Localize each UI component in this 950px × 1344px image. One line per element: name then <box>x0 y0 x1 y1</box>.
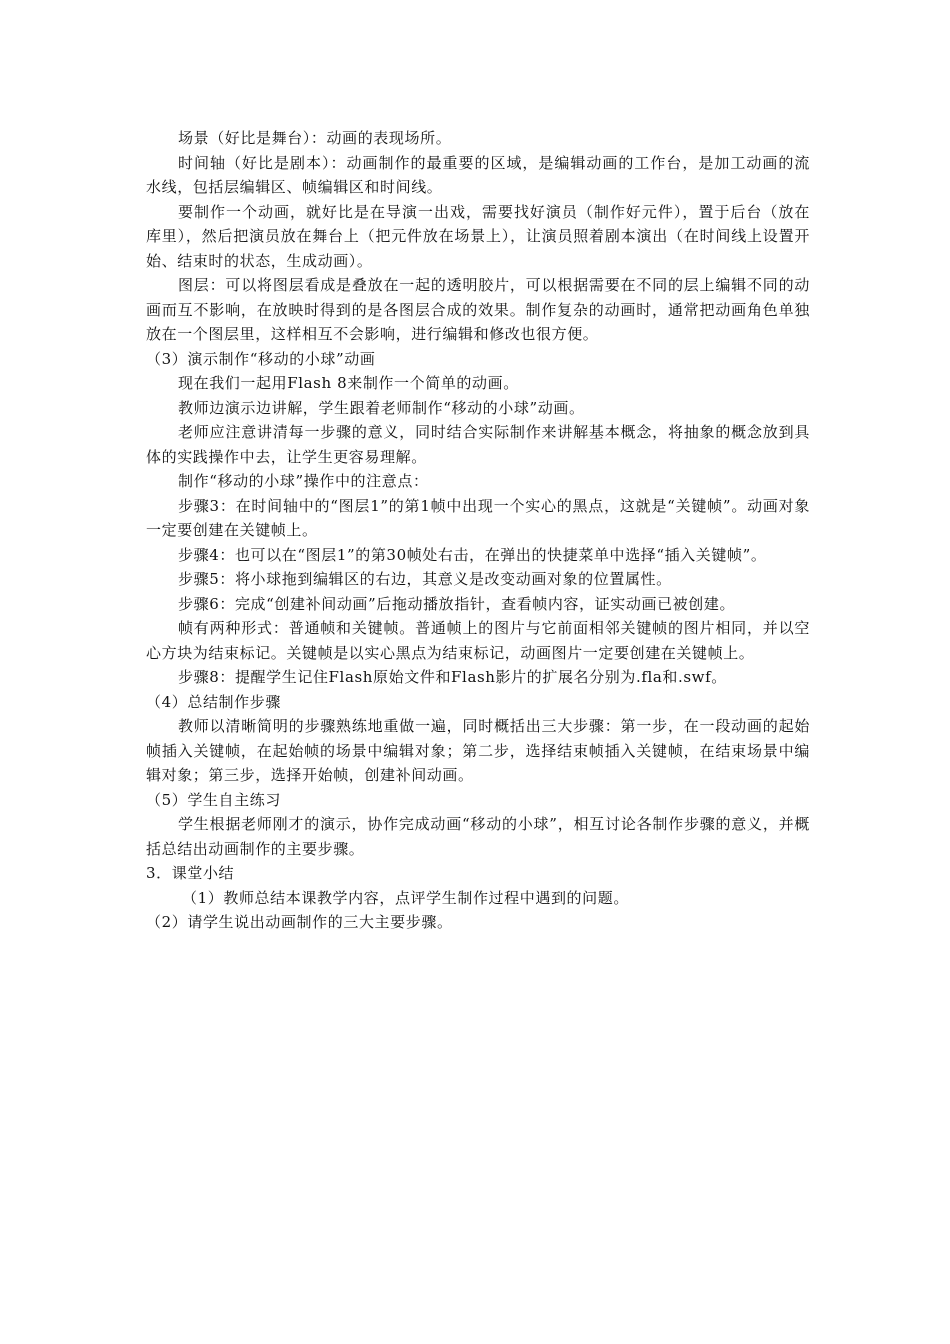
paragraph-layers: 图层：可以将图层看成是叠放在一起的透明胶片，可以根据需要在不同的层上编辑不同的动画而互不影响，在放映时得到的是各图层合成的效果。制作复杂的动画时，通常把动画角色单独放在一个图层里，这样相互不会影响，进行编辑和修改也很方便。 <box>146 276 810 343</box>
paragraph-practice: 学生根据老师刚才的演示，协作完成动画“移动的小球”，相互讨论各制作步骤的意义，并概括总结出动画制作的主要步骤。 <box>146 815 810 858</box>
paragraph-frame-types: 帧有两种形式：普通帧和关键帧。普通帧上的图片与它前面相邻关键帧的图片相同，并以空心方块为结束标记。关键帧是以实心黑点为结束标记，动画图片一定要创建在关键帧上。 <box>146 619 810 662</box>
paragraph-step-6: 步骤6：完成“创建补间动画”后拖动播放指针，查看帧内容，证实动画已被创建。 <box>178 594 736 613</box>
heading-demo: （3）演示制作“移动的小球”动画 <box>146 349 376 368</box>
paragraph-three-steps: 教师以清晰简明的步骤熟练地重做一遍，同时概括出三大步骤：第一步，在一段动画的起始帧插入关键帧，在起始帧的场景中编辑对象；第二步，选择结束帧插入关键帧，在结束场景中编辑对象；第三步，选择开始帧，创建补间动画。 <box>146 717 810 784</box>
heading-practice: （5）学生自主练习 <box>146 790 281 809</box>
paragraph-intro-flash: 现在我们一起用Flash 8来制作一个简单的动画。 <box>178 374 519 392</box>
paragraph-notes-title: 制作“移动的小球”操作中的注意点： <box>178 472 429 490</box>
paragraph-step-8: 步骤8：提醒学生记住Flash原始文件和Flash影片的扩展名分别为.fla和.swf。 <box>178 668 727 686</box>
paragraph-analogy: 要制作一个动画，就好比是在导演一出戏，需要找好演员（制作好元件），置于后台（放在库里），然后把演员放在舞台上（把元件放在场景上），让演员照着剧本演出（在时间线上设置开始、结束时的状态，生成动画）。 <box>146 202 810 270</box>
paragraph-summary-1: （1）教师总结本课教学内容，点评学生制作过程中遇到的问题。 <box>182 888 629 907</box>
paragraph-teacher-demo: 教师边演示边讲解，学生跟着老师制作“移动的小球”动画。 <box>178 398 585 417</box>
paragraph-summary-2: （2）请学生说出动画制作的三大主要步骤。 <box>146 913 453 931</box>
paragraph-step-4: 步骤4：也可以在“图层1”的第30帧处右击，在弹出的快捷菜单中选择“插入关键帧”。 <box>178 545 767 564</box>
paragraph-step-3: 步骤3：在时间轴中的“图层1”的第1帧中出现一个实心的黑点，这就是“关键帧”。动画对象一定要创建在关键帧上。 <box>146 496 810 539</box>
paragraph-scene: 场景（好比是舞台）：动画的表现场所。 <box>178 129 452 147</box>
heading-summary-steps: （4）总结制作步骤 <box>146 692 281 711</box>
paragraph-step-5: 步骤5：将小球拖到编辑区的右边，其意义是改变动画对象的位置属性。 <box>178 570 672 588</box>
heading-class-summary: 3．课堂小结 <box>146 864 235 882</box>
paragraph-teacher-note: 老师应注意讲清每一步骤的意义，同时结合实际制作来讲解基本概念，将抽象的概念放到具体的实践操作中去，让学生更容易理解。 <box>146 423 810 466</box>
document-body <box>146 126 810 935</box>
paragraph-timeline: 时间轴（好比是剧本）：动画制作的最重要的区域，是编辑动画的工作台，是加工动画的流水线，包括层编辑区、帧编辑区和时间线。 <box>146 153 810 196</box>
